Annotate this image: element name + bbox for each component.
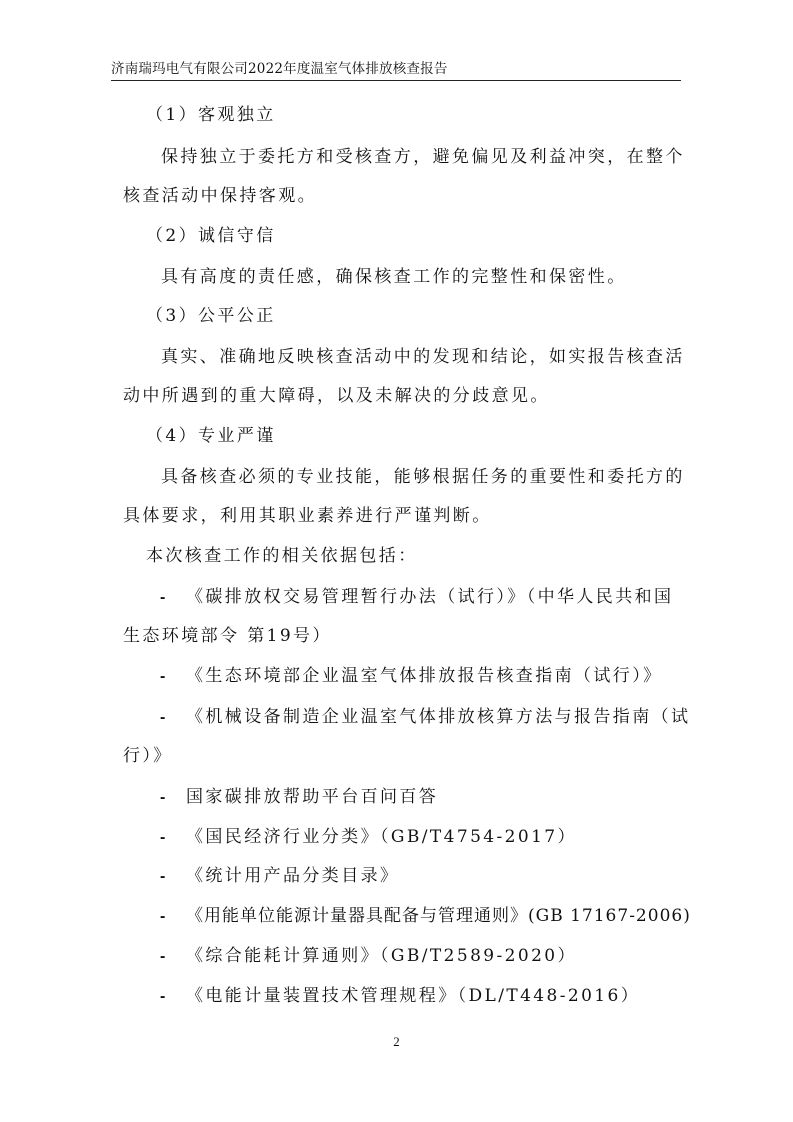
bullet-dash: - (160, 829, 166, 846)
reference-item (160, 586, 673, 609)
reference-item (160, 665, 663, 688)
paragraph-line: 保持独立于委托方和受核查方，避免偏见及利益冲突，在整个 (161, 147, 685, 167)
paragraph-line: 真实、准确地反映核查活动中的发现和结论，如实报告核查活 (161, 347, 685, 367)
header-rule (111, 80, 681, 81)
principle-3-heading: （3）公平公正 (146, 306, 276, 326)
reference-item (160, 905, 691, 928)
reference-item (160, 985, 640, 1008)
running-header: 济南瑞玛电气有限公司2022年度温室气体排放核查报告 (111, 61, 448, 77)
bullet-dash: - (160, 789, 166, 806)
reference-continuation: 生态环境部令 第19号） (123, 626, 332, 646)
reference-text: 《机械设备制造企业温室气体排放核算方法与报告指南（试 (186, 707, 691, 727)
paragraph-line: 具有高度的责任感，确保核查工作的完整性和保密性。 (161, 267, 627, 287)
paragraph-line: 核查活动中保持客观。 (123, 186, 317, 206)
paragraph-line: 具备核查必须的专业技能，能够根据任务的重要性和委托方的 (161, 467, 685, 487)
reference-text: 《用能单位能源计量器具配备与管理通则》(GB 17167-2006) (186, 906, 691, 926)
bullet-dash: - (160, 589, 166, 606)
reference-item (160, 865, 399, 888)
page-number: 2 (393, 1034, 400, 1049)
principle-2-heading: （2）诚信守信 (146, 226, 276, 246)
reference-continuation: 行）》 (123, 746, 173, 766)
reference-item (160, 786, 438, 809)
reference-item (160, 706, 690, 729)
basis-intro: 本次核查工作的相关依据包括： (146, 546, 418, 566)
reference-text: 国家碳排放帮助平台百问百答 (186, 787, 439, 807)
reference-text: 《生态环境部企业温室气体排放报告核查指南（试行）》 (186, 666, 663, 686)
reference-text: 《统计用产品分类目录》 (186, 866, 400, 886)
reference-text: 《国民经济行业分类》（GB/T4754-2017） (186, 827, 577, 847)
paragraph-line: 具体要求，利用其职业素养进行严谨判断。 (123, 506, 492, 526)
bullet-dash: - (160, 988, 166, 1005)
reference-text: 《电能计量装置技术管理规程》（DL/T448-2016） (186, 986, 641, 1006)
principle-4-heading: （4）专业严谨 (146, 426, 276, 446)
bullet-dash: - (160, 868, 166, 885)
bullet-dash: - (160, 948, 166, 965)
reference-text: 《碳排放权交易管理暂行办法（试行）》（中华人民共和国 (186, 587, 674, 607)
bullet-dash: - (160, 908, 166, 925)
reference-item (160, 826, 577, 849)
bullet-dash: - (160, 668, 166, 685)
bullet-dash: - (160, 709, 166, 726)
reference-text: 《综合能耗计算通则》（GB/T2589-2020） (186, 946, 577, 966)
principle-1-heading: （1）客观独立 (146, 105, 276, 125)
reference-item (160, 945, 577, 968)
paragraph-line: 动中所遇到的重大障碍，以及未解决的分歧意见。 (123, 386, 550, 406)
